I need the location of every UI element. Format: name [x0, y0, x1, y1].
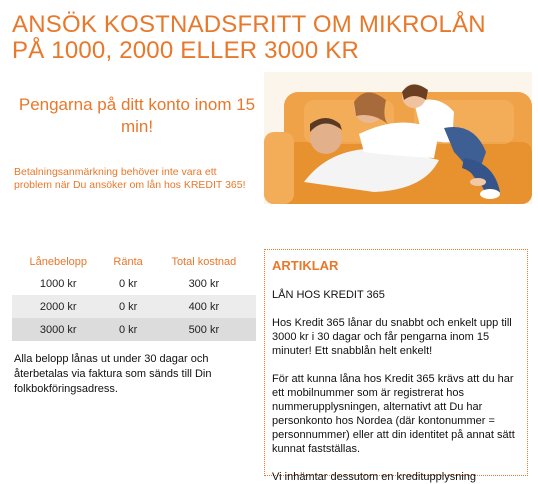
family-on-sofa-photo-icon [264, 72, 532, 204]
cell-interest: 0 kr [105, 318, 152, 341]
articles-box[interactable] [264, 249, 528, 483]
cell-amount: 1000 kr [12, 272, 105, 295]
headline-line-2: PÅ 1000, 2000 ELLER 3000 KR [12, 37, 359, 64]
table-row [12, 272, 256, 295]
article-paragraph: Vi inhämtar dessutom en kreditupplysning [272, 471, 477, 483]
repayment-note: Alla belopp lånas ut under 30 dagar och återbetalas via faktura som sänds till Din folkbokföringsadress. [14, 353, 212, 395]
column-header-amount: Lånebelopp [29, 256, 87, 268]
headline-line-1: ANSÖK KOSTNADSFRITT OM MIKROLÅN [12, 11, 486, 38]
article-paragraph: Hos Kredit 365 lånar du snabbt och enkelt upp till 3000 kr i 30 dagar och får pengarna inom 15 minuter! Ett snabblån helt enkelt! [272, 317, 512, 357]
table-row [12, 295, 256, 318]
loan-cost-table [12, 252, 256, 341]
intro-blurb: Betalningsanmärkning behöver inte vara ett problem när Du ansöker om lån hos KREDIT 365! [14, 166, 246, 191]
column-header-total-cost: Total kostnad [171, 256, 237, 268]
table-header-row [12, 252, 256, 272]
subheadline: Pengarna på ditt konto inom 15 min! [18, 95, 256, 136]
cell-interest: 0 kr [105, 272, 152, 295]
cell-amount: 2000 kr [12, 295, 105, 318]
cell-total-cost: 300 kr [152, 272, 256, 295]
cell-total-cost: 400 kr [152, 295, 256, 318]
page-headline [12, 12, 532, 64]
article-paragraph: För att kunna låna hos Kredit 365 krävs att du har ett mobilnummer som är registrerat hos nummerupplysningen, alternativt att Du har personkonto hos Nordea (där kontonummer = personnummer) eller att din identitet på annat sätt kunnat fastställas. [272, 373, 515, 455]
table-row [12, 318, 256, 341]
hero-image [264, 72, 532, 204]
article-heading[interactable]: LÅN HOS KREDIT 365 [272, 289, 385, 301]
cell-total-cost: 500 kr [152, 318, 256, 341]
articles-title: ARTIKLAR [272, 258, 339, 273]
column-header-interest: Ränta [113, 256, 143, 268]
cell-amount: 3000 kr [12, 318, 105, 341]
cell-interest: 0 kr [105, 295, 152, 318]
